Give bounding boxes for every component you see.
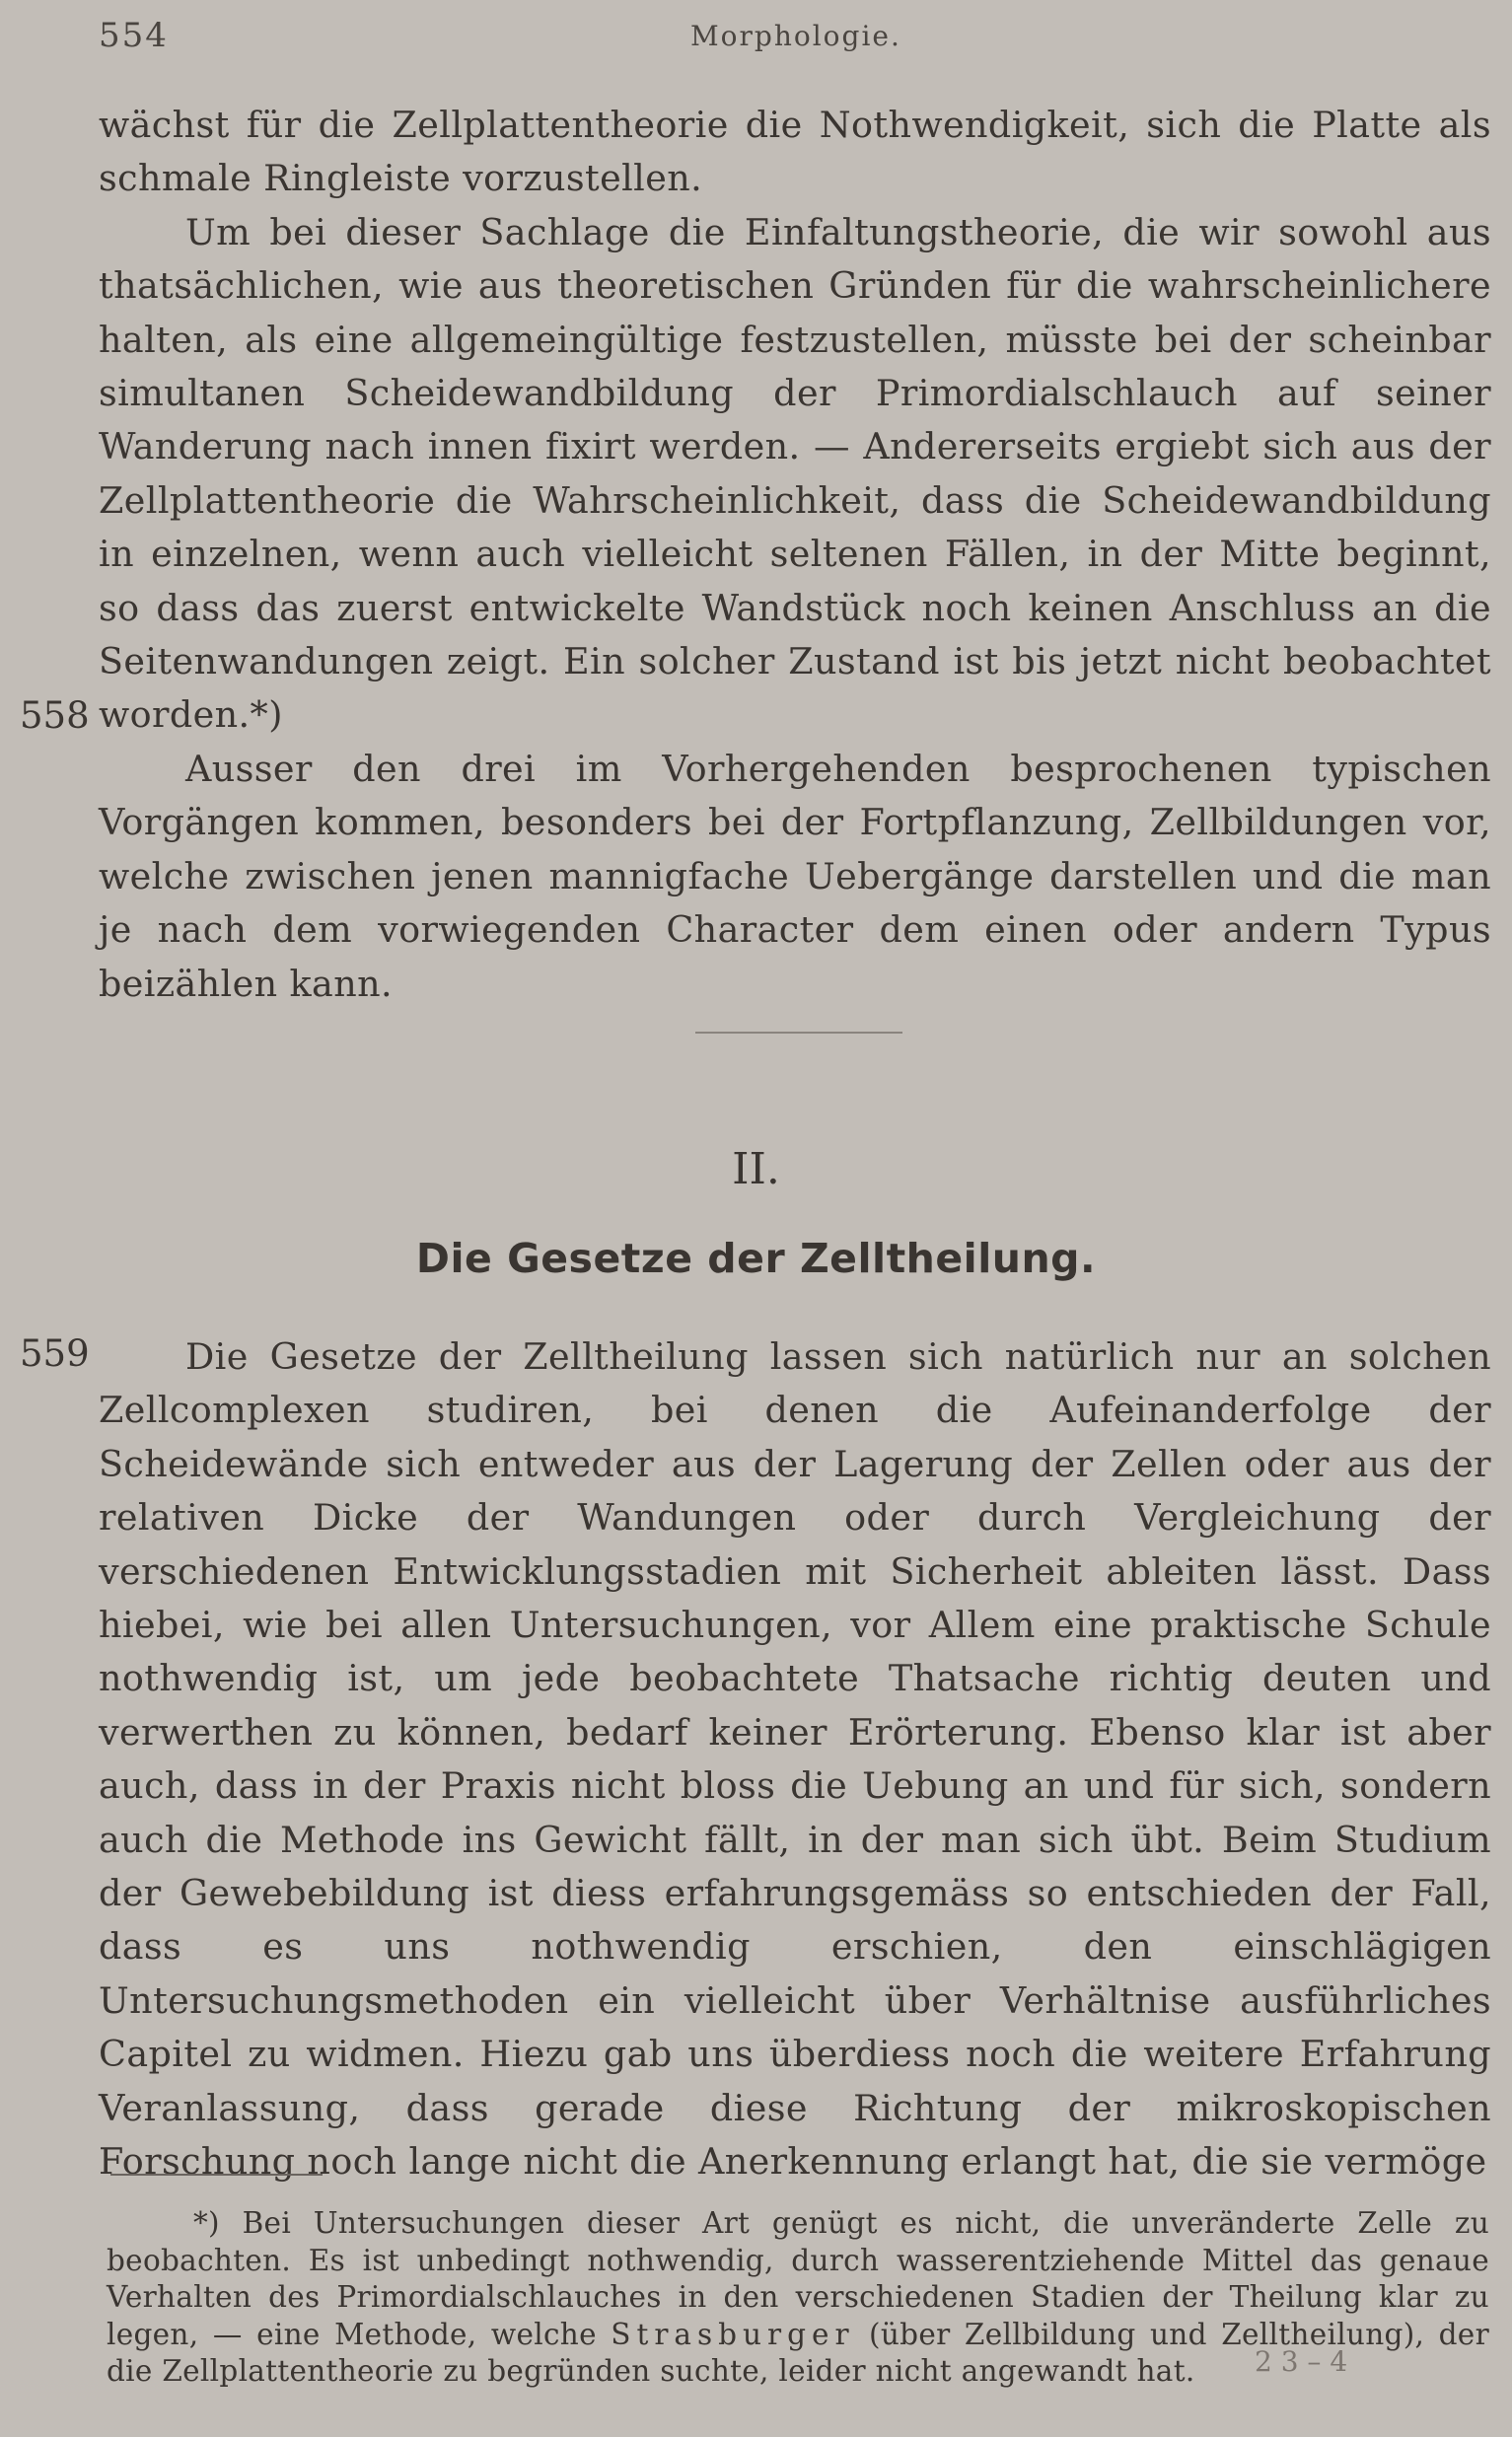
margin-number-559: 559 bbox=[20, 1332, 90, 1375]
page-number: 554 bbox=[99, 16, 169, 55]
footnote-text-before: *) Bei Untersuchungen dieser Art genügt es nicht, die unveränderte Zelle zu beobachten. Es ist unbedingt nothwendig, durch wasserentziehende Mittel das genaue Verhalten des Primordialschlauches in den verschiedenen Stadien der Theilung klar zu legen, — eine Methode, welche bbox=[107, 2206, 1489, 2351]
section-title: Die Gesetze der Zelltheilung. bbox=[415, 1235, 1097, 1282]
footnote-rule bbox=[110, 2174, 323, 2176]
paragraph-559: Die Gesetze der Zelltheilung lassen sich natürlich nur an solchen Zellcomplexen studiren, bei denen die Aufeinanderfolge der Scheidewände sich entweder aus der Lagerung der Zellen oder aus der relativen Dicke der Wandungen oder durch Vergleichung der verschiedenen Entwicklungsstadien mit Sicherheit ableiten lässt. Dass hiebei, wie bei allen Untersuchungen, vor Allem eine praktische Schule nothwendig ist, um jede beobachtete Thatsache richtig deuten und verwerthen zu können, bedarf keiner Erörterung. Ebenso klar ist aber auch, dass in der Praxis nicht bloss die Uebung an und für sich, sondern auch die Methode ins Gewicht fällt, in der man sich übt. Beim Studium der Gewebebildung ist diess erfahrungsgemäss so entschieden der Fall, dass es uns nothwendig erschien, den einschlägigen Untersuchungsmethoden ein vielleicht über Verhältnise ausführliches Capitel zu widmen. Hiezu gab uns überdiess noch die weitere Erfahrung Veranlassung, dass gerade diese Richtung der mikroskopischen Forschung noch lange nicht die Anerkennung erlangt hat, die sie vermöge bbox=[99, 1335, 1491, 2184]
section-divider bbox=[695, 1032, 902, 1034]
paragraph-einfaltung: Um bei dieser Sachlage die Einfaltungstheorie, die wir sowohl aus thatsächlichen, wie aus theoretischen Gründen für die wahrscheinlichere halten, als eine allgemeingültige festzustellen, müsste bei der scheinbar simultanen Scheidewandbildung der Primordialschlauch auf seiner Wanderung nach innen fixirt werden. — Andererseits ergiebt sich aus der Zellplattentheorie die Wahrscheinlichkeit, dass die Scheidewandbildung in einzelnen, wenn auch vielleicht seltenen Fällen, in der Mitte beginnt, so dass das zuerst entwickelte Wandstück noch keinen Anschluss an die Seitenwandungen zeigt. Ein solcher Zustand ist bis jetzt nicht beobachtet worden.*) bbox=[99, 210, 1491, 737]
footnote-author: Strasburger bbox=[611, 2317, 855, 2351]
running-title: Morphologie. bbox=[690, 20, 901, 52]
section-numeral: II. bbox=[732, 1144, 780, 1194]
footnote-text-after: (über Zellbildung und Zelltheilung), der die Zellplattentheorie zu begründen suchte, leider nicht angewandt hat. bbox=[107, 2317, 1489, 2388]
top-text-block bbox=[99, 99, 1491, 1011]
margin-number-558: 558 bbox=[20, 694, 90, 737]
handwritten-mark: 2 3 – 4 bbox=[1255, 2345, 1348, 2378]
main-text-block bbox=[99, 1330, 1491, 2189]
paragraph-558: Ausser den drei im Vorhergehenden besprochenen typischen Vorgängen kommen, besonders bei der Fortpflanzung, Zellbildungen vor, welche zwischen jenen mannigfache Uebergänge darstellen und die man je nach dem vorwiegenden Character dem einen oder andern Typus beizählen kann. bbox=[99, 747, 1491, 1005]
paragraph-continued: wächst für die Zellplattentheorie die Nothwendigkeit, sich die Platte als schmale Ringleiste vorzustellen. bbox=[99, 104, 1491, 200]
